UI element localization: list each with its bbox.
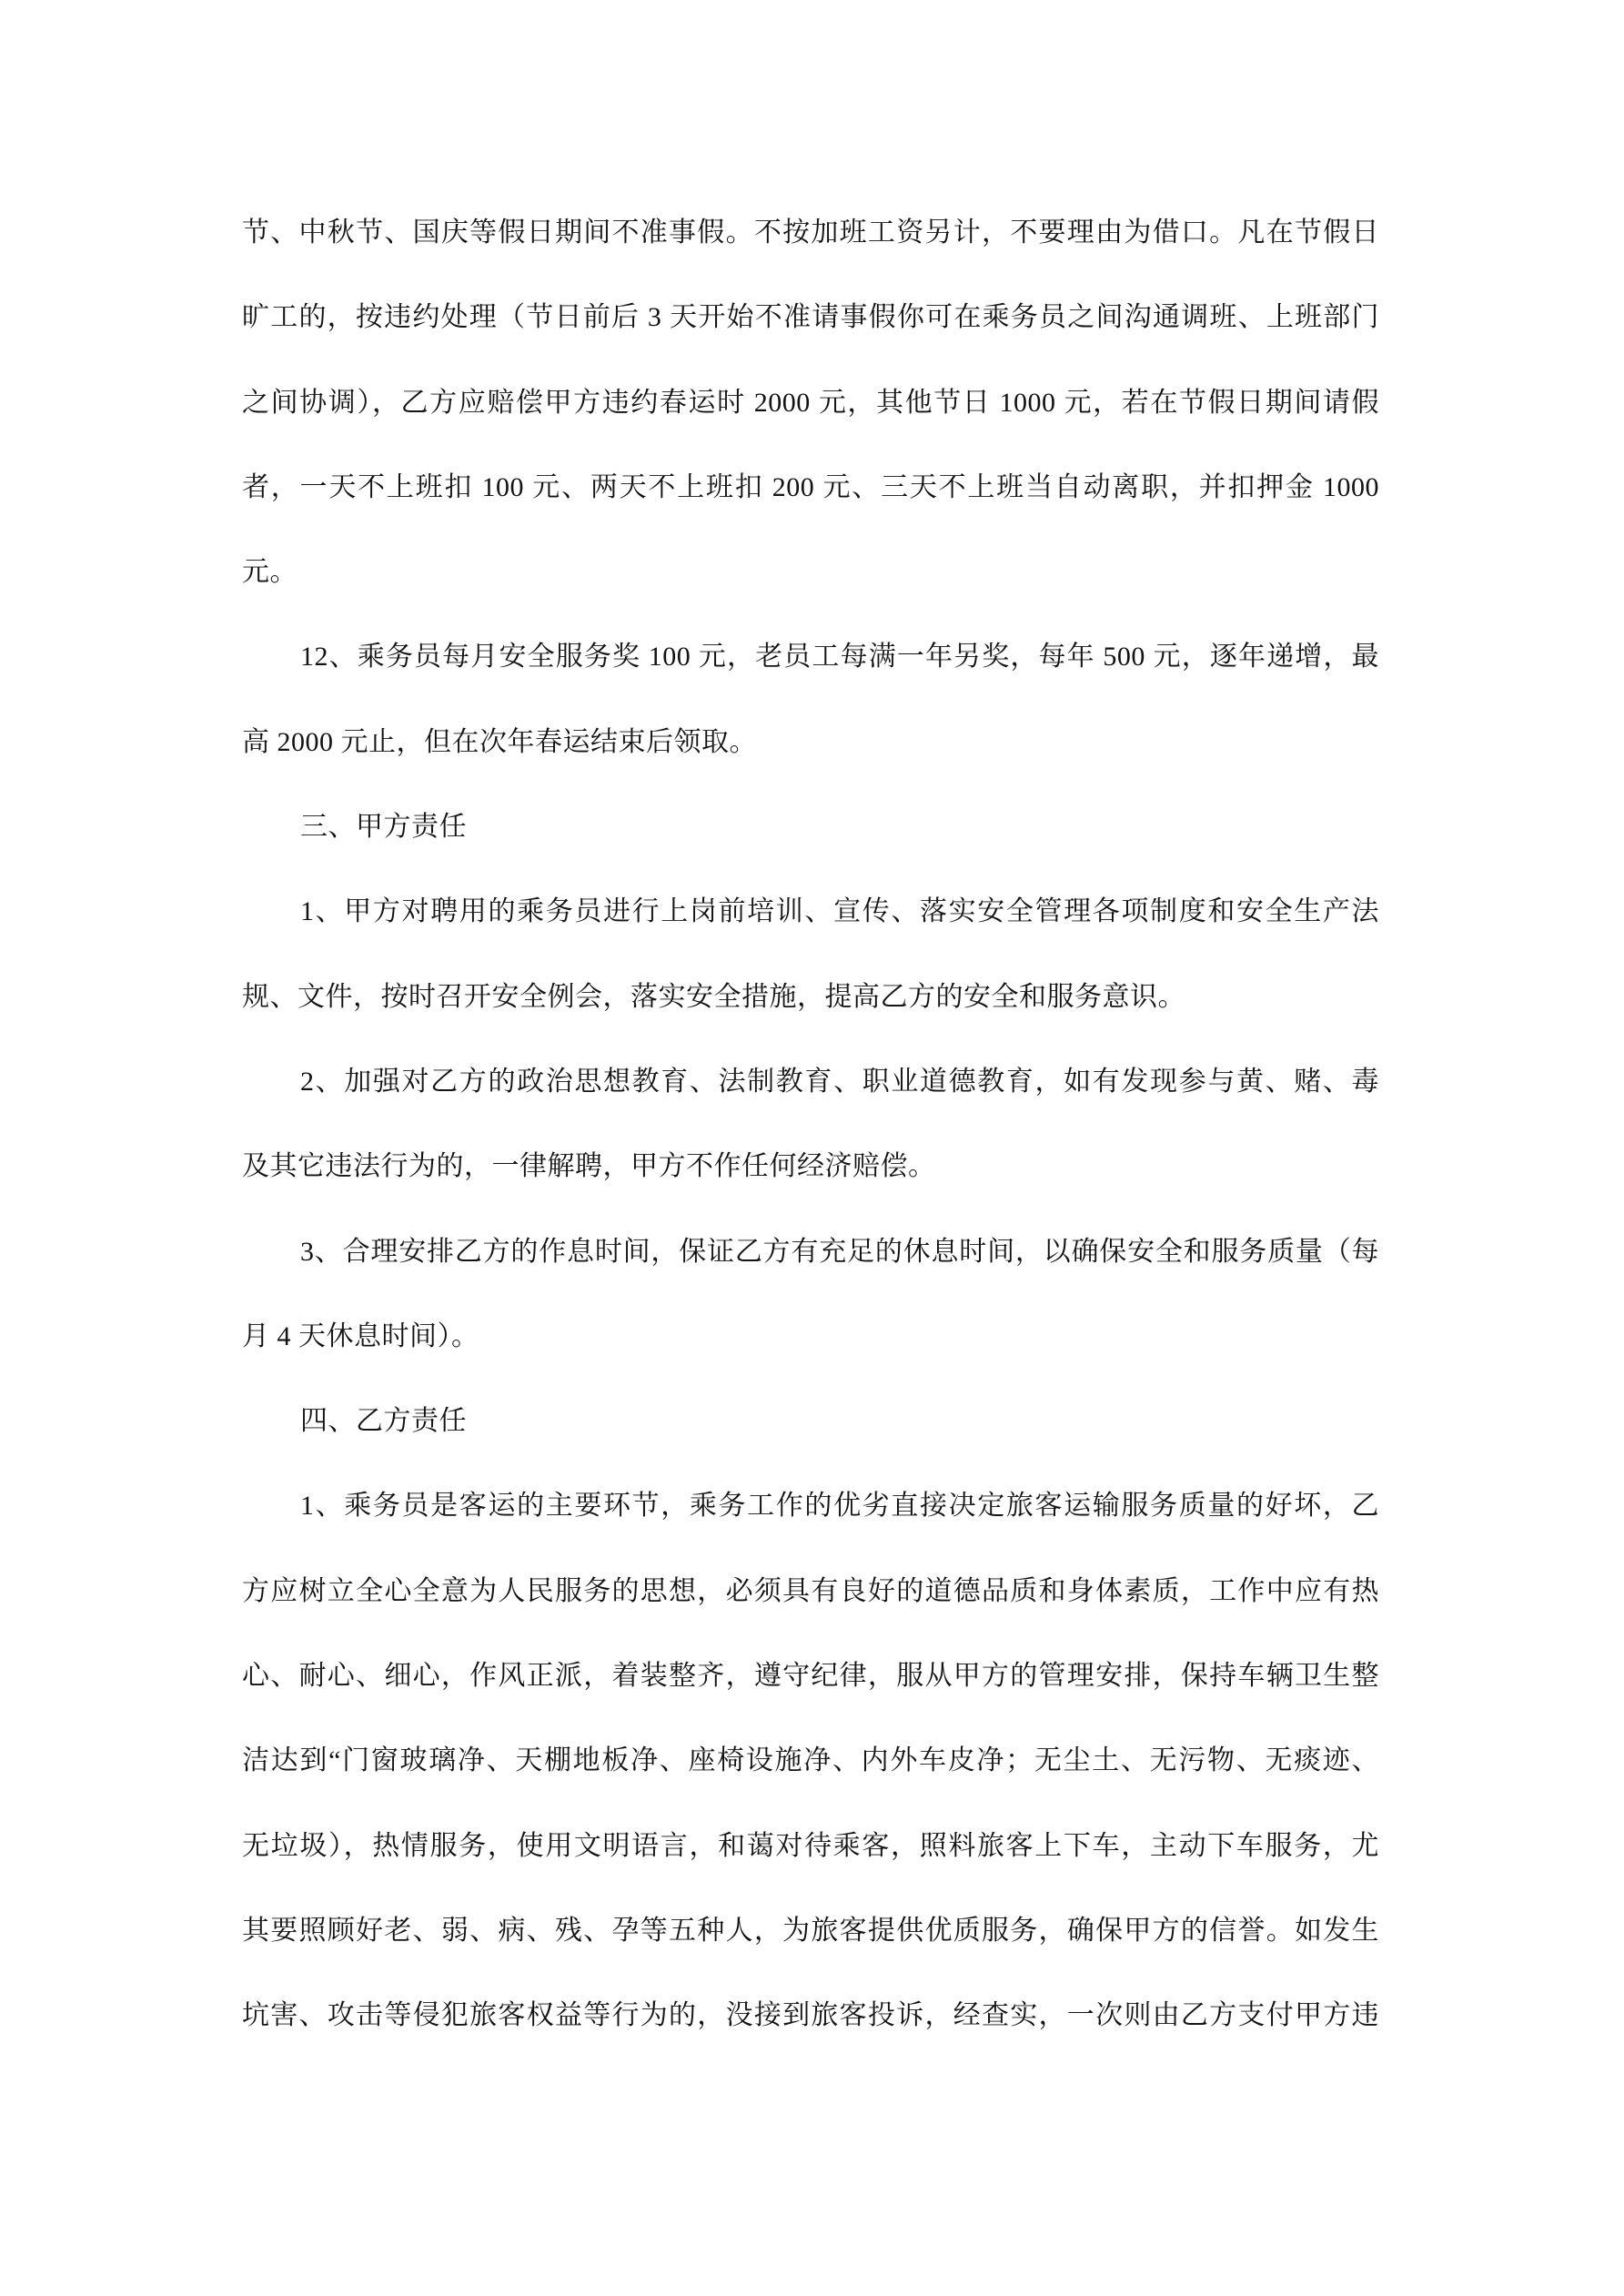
clause-b1-line: 心、耐心、细心，作风正派，着装整齐，遵守纪律，服从甲方的管理安排，保持车辆卫生整 bbox=[242, 1661, 1379, 1692]
clause-12-line: 高 2000 元止，但在次年春运结束后领取。 bbox=[242, 726, 757, 757]
contract-text-block bbox=[242, 190, 1379, 2058]
document-line: 元。 bbox=[242, 557, 298, 588]
heading-party-b-responsibilities: 四、乙方责任 bbox=[300, 1406, 467, 1437]
clause-a2-line: 及其它违法行为的，一律解聘，甲方不作任何经济赔偿。 bbox=[242, 1151, 936, 1182]
clause-a3-line: 月 4 天休息时间）。 bbox=[242, 1320, 479, 1351]
document-line: 者，一天不上班扣 100 元、两天不上班扣 200 元、三天不上班当自动离职，并扣押金 1000 bbox=[242, 471, 1379, 502]
document-line: 旷工的，按违约处理（节日前后 3 天开始不准请事假你可在乘务员之间沟通调班、上班部门 bbox=[242, 302, 1379, 333]
clause-b1-line: 洁达到“门窗玻璃净、天棚地板净、座椅设施净、内外车皮净；无尘土、无污物、无痰迹、 bbox=[242, 1745, 1379, 1776]
clause-b1-line: 其要照顾好老、弱、病、残、孕等五种人，为旅客提供优质服务，确保甲方的信誉。如发生 bbox=[242, 1915, 1379, 1946]
clause-a1-line: 规、文件，按时召开安全例会，落实安全措施，提高乙方的安全和服务意识。 bbox=[242, 981, 1185, 1012]
clause-a2-line: 2、加强对乙方的政治思想教育、法制教育、职业道德教育，如有发现参与黄、赌、毒 bbox=[300, 1066, 1379, 1097]
clause-b1-line: 坑害、攻击等侵犯旅客权益等行为的，没接到旅客投诉，经查实，一次则由乙方支付甲方违 bbox=[242, 2000, 1379, 2031]
document-line: 之间协调），乙方应赔偿甲方违约春运时 2000 元，其他节日 1000 元，若在节假日期间请假 bbox=[242, 387, 1379, 418]
clause-b1-line: 无垃圾），热情服务，使用文明语言，和蔼对待乘客，照料旅客上下车，主动下车服务，尤 bbox=[242, 1830, 1379, 1861]
clause-b1-line: 1、乘务员是客运的主要环节，乘务工作的优劣直接决定旅客运输服务质量的好坏，乙 bbox=[300, 1491, 1379, 1522]
clause-12-line: 12、乘务员每月安全服务奖 100 元，老员工每满一年另奖，每年 500 元，逐年递增，最 bbox=[300, 642, 1379, 673]
heading-party-a-responsibilities: 三、甲方责任 bbox=[300, 812, 467, 843]
document-line: 节、中秋节、国庆等假日期间不准事假。不按加班工资另计，不要理由为借口。凡在节假日 bbox=[242, 217, 1379, 248]
clause-a1-line: 1、甲方对聘用的乘务员进行上岗前培训、宣传、落实安全管理各项制度和安全生产法 bbox=[300, 896, 1379, 927]
clause-a3-line: 3、合理安排乙方的作息时间，保证乙方有充足的休息时间，以确保安全和服务质量（每 bbox=[300, 1236, 1379, 1267]
clause-b1-line: 方应树立全心全意为人民服务的思想，必须具有良好的道德品质和身体素质，工作中应有热 bbox=[242, 1575, 1379, 1606]
